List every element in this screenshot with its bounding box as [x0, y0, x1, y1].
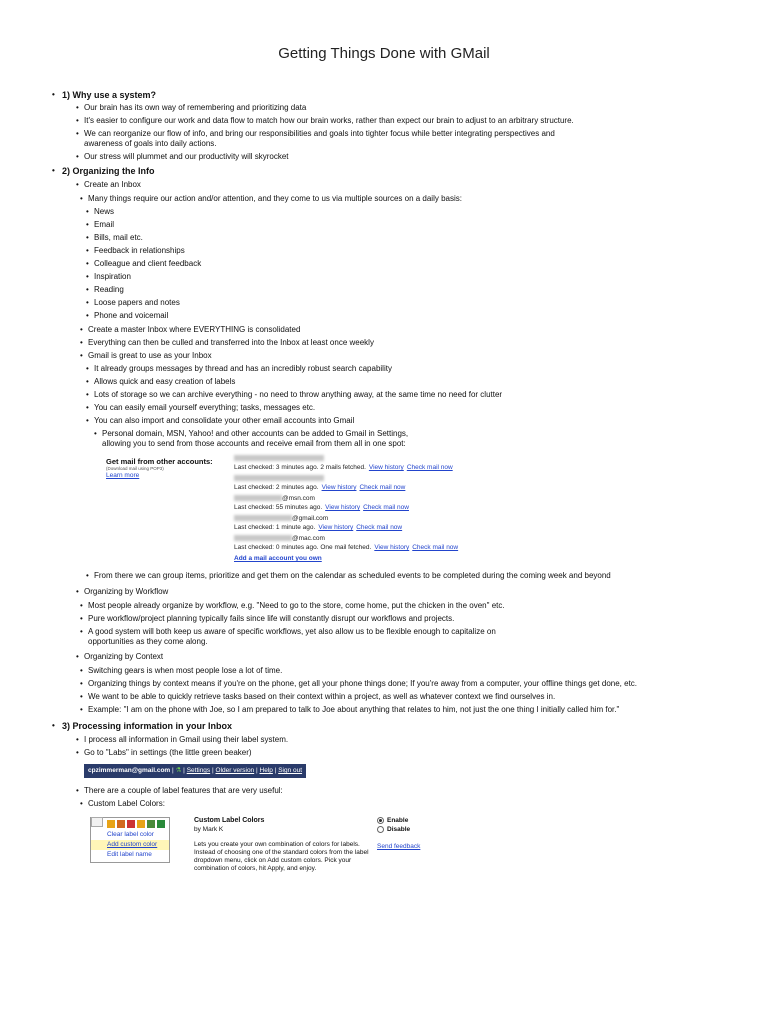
- source-item: • Phone and voicemail: [0, 311, 768, 321]
- list-item: • Many things require our action and/or attention, and they come to us via multiple sources on a daily basis:: [0, 194, 768, 204]
- redacted-address: [234, 455, 324, 461]
- list-item: • You can also import and consolidate your other email accounts into Gmail: [0, 416, 768, 426]
- color-swatch[interactable]: [117, 820, 125, 828]
- account-status: Last checked: 2 minutes ago.: [234, 484, 319, 491]
- account-status: Last checked: 1 minute ago.: [234, 524, 316, 531]
- list-item: • Most people already organize by workflow, e.g. "Need to go to the store, come home, put the chicken in the oven" etc.: [0, 601, 768, 611]
- list-item: • Gmail is great to use as your Inbox: [0, 351, 768, 361]
- list-item: • Allows quick and easy creation of labels: [0, 377, 768, 387]
- view-history-link[interactable]: View history: [318, 524, 354, 531]
- source-item: • Colleague and client feedback: [0, 259, 768, 269]
- workflow-heading: • Organizing by Workflow: [0, 587, 768, 597]
- color-swatch[interactable]: [157, 820, 165, 828]
- list-item: • We can reorganize our flow of info, and bring our responsibilities and goals into tighter focus while better integrating perspectives and awareness of goals into daily actions.: [0, 129, 768, 149]
- color-swatch[interactable]: [127, 820, 135, 828]
- view-history-link[interactable]: View history: [374, 544, 410, 551]
- gmail-header-bar: [84, 764, 306, 778]
- list-item: • Everything can then be culled and transferred into the Inbox at least once weekly: [0, 338, 768, 348]
- source-item: • Loose papers and notes: [0, 298, 768, 308]
- list-item: • Lots of storage so we can archive everything - no need to throw anything away, at the same time no need for clutter: [0, 390, 768, 400]
- check-mail-link[interactable]: Check mail now: [406, 464, 453, 471]
- learn-more-link[interactable]: Learn more: [106, 472, 140, 479]
- source-item: • Inspiration: [0, 272, 768, 282]
- list-item: • Create a master Inbox where EVERYTHING is consolidated: [0, 325, 768, 335]
- account-domain: @msn.com: [282, 495, 315, 502]
- list-item: • It's easier to configure our work and data flow to match how our brain works, rather than expect our brain to adjust to an arbitrary structure.: [0, 116, 768, 126]
- account-entry: [234, 515, 458, 531]
- lab-author: by Mark K: [194, 826, 224, 833]
- list-item: • You can easily email yourself everything; tasks, messages etc.: [0, 403, 768, 413]
- list-item: • Create an Inbox: [0, 180, 768, 190]
- list-item: • Pure workflow/project planning typically fails since life will constantly disrupt our workflows and projects.: [0, 614, 768, 624]
- source-item: • Bills, mail etc.: [0, 233, 768, 243]
- check-mail-link[interactable]: Check mail now: [363, 504, 409, 511]
- redacted-address: [234, 475, 324, 481]
- list-item: • Example: "I am on the phone with Joe, so I am prepared to talk to Joe about anything that relates to him, not just the one thing I initially called him for.": [0, 705, 768, 715]
- list-item: • From there we can group items, prioritize and get them on the calendar as scheduled events to be completed during the coming week and beyond: [0, 571, 768, 581]
- redacted-address: [234, 535, 292, 541]
- labs-beaker-icon[interactable]: ⚗: [175, 767, 182, 774]
- custom-label-colors-panel: [0, 815, 768, 895]
- older-version-link[interactable]: Older version: [215, 767, 255, 774]
- settings-link[interactable]: Settings: [186, 767, 211, 774]
- accounts-panel: [0, 455, 768, 565]
- accounts-heading: Get mail from other accounts:: [106, 457, 213, 466]
- account-domain: @gmail.com: [292, 515, 329, 522]
- color-swatch[interactable]: [107, 820, 115, 828]
- source-item: • News: [0, 207, 768, 217]
- account-domain: @mac.com: [292, 535, 325, 542]
- separator: |: [274, 767, 277, 774]
- list-item: • I process all information in Gmail using their label system.: [0, 735, 768, 745]
- disable-radio[interactable]: [377, 826, 410, 833]
- source-item: • Reading: [0, 285, 768, 295]
- list-item: • Our stress will plummet and our productivity will skyrocket: [0, 152, 768, 162]
- enable-radio[interactable]: [377, 817, 408, 824]
- account-list: [234, 455, 458, 562]
- check-mail-link[interactable]: Check mail now: [412, 544, 459, 551]
- sign-out-link[interactable]: Sign out: [278, 767, 303, 774]
- list-item: • Go to "Labs" in settings (the little green beaker): [0, 748, 768, 758]
- separator: |: [255, 767, 258, 774]
- view-history-link[interactable]: View history: [325, 504, 361, 511]
- check-mail-link[interactable]: Check mail now: [356, 524, 403, 531]
- account-entry: [234, 475, 458, 491]
- list-item: • A good system will both keep us aware of specific workflows, yet also allow us to be flexible enough to capitalize on opportunities as they come along.: [0, 627, 768, 647]
- list-item: • Our brain has its own way of remembering and prioritizing data: [0, 103, 768, 113]
- separator: |: [183, 767, 185, 774]
- accounts-subheading: (Download mail using POP3): [106, 466, 164, 471]
- lab-description: Lets you create your own combination of colors for labels. Instead of choosing one of the standard colors from the label dropdown menu, click on Add custom colors. Pick your combination of colors, hit Apply, and enjoy.: [194, 841, 369, 872]
- account-status: Last checked: 55 minutes ago.: [234, 504, 323, 511]
- view-history-link[interactable]: View history: [321, 484, 357, 491]
- check-mail-link[interactable]: Check mail now: [359, 484, 406, 491]
- context-heading: • Organizing by Context: [0, 652, 768, 662]
- list-item: • There are a couple of label features that are very useful:: [0, 786, 768, 796]
- redacted-address: [234, 515, 292, 521]
- section-2-heading: • 2) Organizing the Info: [0, 166, 768, 176]
- list-item: • Custom Label Colors:: [0, 799, 768, 809]
- radio-unchecked-icon: [377, 826, 384, 833]
- disable-label: Disable: [387, 826, 411, 834]
- source-item: • Email: [0, 220, 768, 230]
- list-item: • Personal domain, MSN, Yahoo! and other accounts can be added to Gmail in Settings, allowing you to send from those accounts and receive email from them all in one spot:: [0, 429, 768, 449]
- account-status: Last checked: 0 minutes ago. One mail fetched.: [234, 544, 372, 551]
- radio-checked-icon: [377, 817, 384, 824]
- account-entry: [234, 535, 458, 551]
- source-item: • Feedback in relationships: [0, 246, 768, 256]
- add-account-link[interactable]: Add a mail account you own: [234, 555, 322, 562]
- enable-label: Enable: [387, 817, 409, 825]
- list-item: • Switching gears is when most people lose a lot of time.: [0, 666, 768, 676]
- account-email: cpzimmerman@gmail.com: [88, 767, 171, 774]
- color-swatch[interactable]: [137, 820, 145, 828]
- account-entry: [234, 455, 458, 471]
- lab-title: Custom Label Colors: [194, 817, 265, 824]
- edit-label-name-item[interactable]: Edit label name: [107, 851, 152, 858]
- add-custom-color-item[interactable]: Add custom color: [91, 840, 169, 850]
- view-history-link[interactable]: View history: [368, 464, 404, 471]
- section-1-heading: • 1) Why use a system?: [0, 90, 768, 100]
- section-3-heading: • 3) Processing information in your Inbox: [0, 721, 768, 731]
- label-checkbox-icon: [91, 817, 103, 827]
- separator: |: [172, 767, 174, 774]
- separator: |: [212, 767, 214, 774]
- send-feedback-link[interactable]: Send feedback: [377, 843, 421, 850]
- help-link[interactable]: Help: [259, 767, 273, 774]
- account-entry: [234, 495, 458, 511]
- document-title: Getting Things Done with GMail: [278, 45, 490, 62]
- account-status: Last checked: 3 minutes ago. 2 mails fetched.: [234, 464, 366, 471]
- list-item: • We want to be able to quickly retrieve tasks based on their context within a project, as well as whatever context we find ourselves in.: [0, 692, 768, 702]
- color-swatch[interactable]: [147, 820, 155, 828]
- list-item: • Organizing things by context means if you're on the phone, get all your phone things done; If you're away from a computer, your offline things get done, etc.: [0, 679, 768, 689]
- clear-label-color-item[interactable]: Clear label color: [107, 831, 154, 838]
- list-item: • It already groups messages by thread and has an incredibly robust search capability: [0, 364, 768, 374]
- outline: [0, 90, 768, 895]
- redacted-address: [234, 495, 282, 501]
